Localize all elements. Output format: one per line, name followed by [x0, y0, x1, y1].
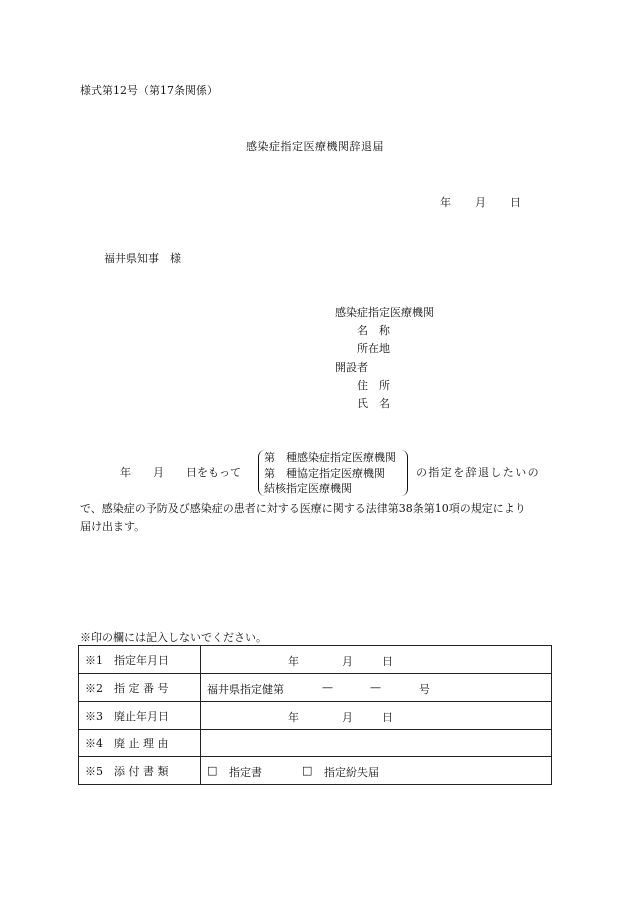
statement-line: 届け出ます。	[80, 520, 146, 534]
cell-year: 年	[288, 711, 299, 724]
abolition-reason-cell[interactable]	[201, 730, 552, 757]
designation-date-cell[interactable]	[201, 646, 552, 674]
submission-date	[440, 194, 521, 210]
withdrawal-year: 年	[120, 466, 131, 479]
number-dash: —	[322, 681, 333, 694]
number-prefix: 福井県指定健第	[207, 683, 284, 696]
date-year: 年	[440, 196, 451, 209]
document-title: 感染症指定医療機関辞退届	[246, 140, 384, 153]
withdrawal-month: 月	[153, 466, 164, 479]
abolition-date-cell[interactable]	[201, 702, 552, 730]
withdrawal-tail-text: の指定を辞退したいの	[416, 466, 540, 479]
withdrawal-date	[120, 464, 241, 480]
institution-name-label: 名 称	[357, 324, 390, 338]
withdrawal-day-with: 日をもって	[186, 466, 241, 479]
cell-day: 日	[382, 711, 393, 724]
withdrawal-statement	[0, 450, 630, 498]
designation-options-bracket	[258, 450, 408, 496]
institution-heading: 感染症指定医療機関	[335, 306, 434, 319]
designation-number-label: ※2 指 定 番 号	[79, 674, 201, 702]
cell-month: 月	[342, 655, 353, 668]
attachments-label: ※5 添 付 書 類	[79, 757, 201, 785]
founder-heading: 開設者	[335, 360, 368, 374]
statement-line: で、感染症の予防及び感染症の患者に対する医療に関する法律第38条第10項の規定により	[80, 502, 526, 515]
table-row	[79, 757, 552, 785]
designation-number-cell[interactable]	[201, 674, 552, 702]
cell-month: 月	[342, 711, 353, 724]
cell-year: 年	[288, 655, 299, 668]
attachment-option: 指定書	[229, 766, 262, 779]
statement-continuation	[80, 500, 526, 536]
designation-date-label: ※1 指定年月日	[79, 646, 201, 674]
office-use-table	[78, 645, 552, 785]
table-row	[79, 646, 552, 674]
table-row	[79, 674, 552, 702]
checkbox-icon[interactable]: □	[302, 764, 313, 777]
designation-option: 結核指定医療機関	[264, 482, 352, 495]
number-suffix: 号	[419, 683, 430, 696]
form-number: 様式第12号（第17条関係）	[80, 84, 218, 97]
attachments-cell	[201, 757, 552, 785]
date-day: 日	[510, 196, 521, 209]
founder-name-label: 氏 名	[357, 397, 390, 411]
cell-day: 日	[382, 655, 393, 668]
attachment-option: 指定紛失届	[324, 766, 379, 779]
abolition-date-label: ※3 廃止年月日	[79, 702, 201, 730]
applicant-block	[335, 304, 434, 413]
table-row	[79, 702, 552, 730]
founder-address-label: 住 所	[357, 378, 390, 392]
checkbox-icon[interactable]: □	[207, 764, 218, 777]
institution-location-label: 所在地	[357, 342, 390, 356]
designation-option: 第 種感染症指定医療機関	[264, 451, 396, 464]
date-month: 月	[475, 196, 486, 209]
designation-option: 第 種協定指定医療機関	[264, 466, 385, 480]
abolition-reason-label: ※4 廃 止 理 由	[79, 730, 201, 757]
table-row	[79, 730, 552, 757]
addressee: 福井県知事 様	[104, 252, 181, 265]
number-dash: —	[370, 681, 381, 694]
office-use-note: ※印の欄には記入しないでください。	[80, 631, 267, 644]
